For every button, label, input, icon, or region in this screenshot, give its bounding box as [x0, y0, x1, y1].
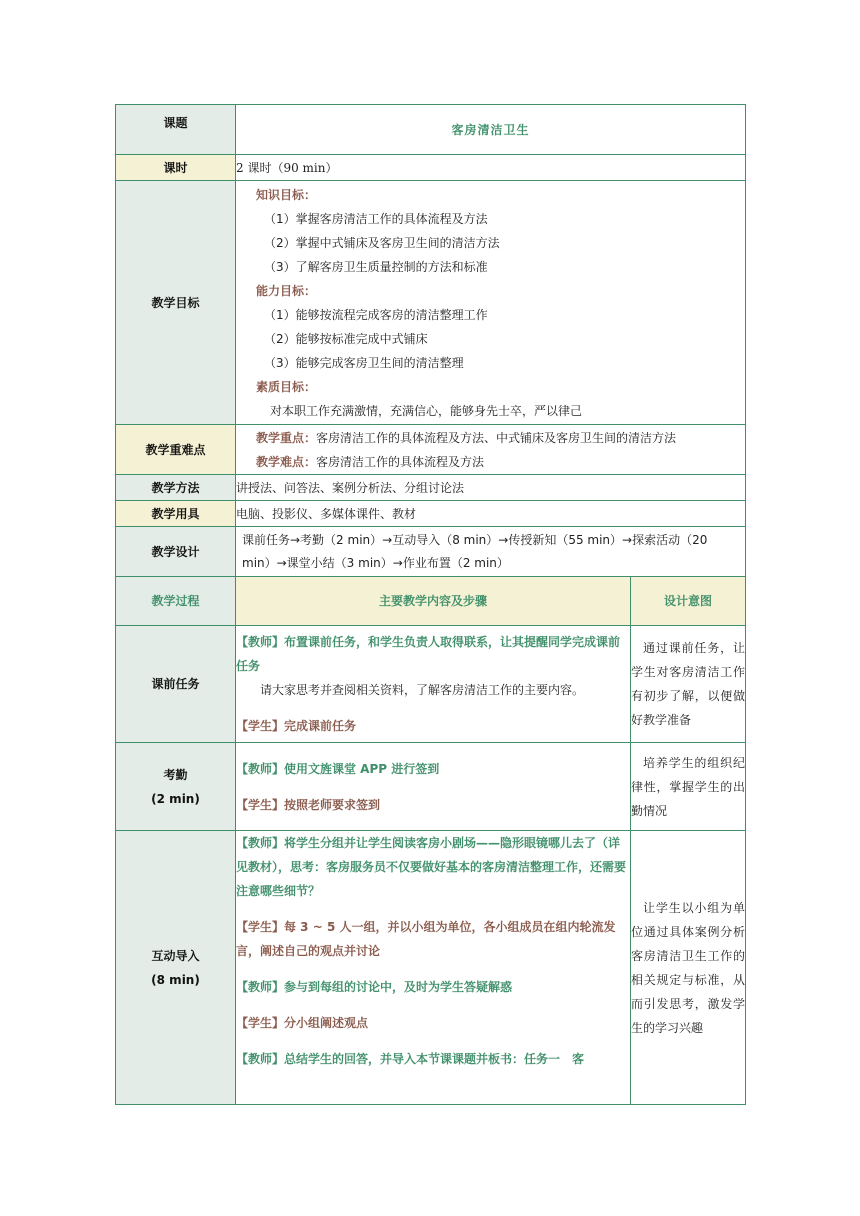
objectives-row	[116, 181, 746, 425]
stage-header: 教学过程	[116, 577, 236, 626]
stage-content	[236, 626, 631, 743]
stage-intent: 培养学生的组织纪律性，掌握学生的出勤情况	[631, 743, 746, 831]
stage-intent: 通过课前任务，让学生对客房清洁工作有初步了解，以便做好教学准备	[631, 626, 746, 743]
stage-label: 课前任务	[116, 626, 236, 743]
methods-label: 教学方法	[116, 475, 236, 501]
difficulty-tag: 教学难点：	[256, 454, 317, 469]
lesson-plan-table	[115, 104, 746, 1105]
stage-label	[116, 831, 236, 1105]
key-points-content	[236, 425, 746, 475]
stage-row-interactive-intro	[116, 831, 746, 1105]
student-step: 【学生】分小组阐述观点	[236, 1016, 369, 1030]
tools-value: 电脑、投影仪、多媒体课件、教材	[236, 501, 746, 527]
intent-header: 设计意图	[631, 577, 746, 626]
knowledge-title: 知识目标：	[256, 187, 317, 202]
content-header: 主要教学内容及步骤	[236, 577, 631, 626]
stage-name: 考勤	[163, 767, 188, 782]
ability-title: 能力目标：	[256, 283, 317, 298]
methods-row	[116, 475, 746, 501]
stage-time: (2 min)	[151, 791, 200, 806]
objectives-content	[236, 181, 746, 425]
student-step: 【学生】按照老师要求签到	[236, 797, 381, 812]
stage-content	[236, 743, 631, 831]
teacher-step: 【教师】将学生分组并让学生阅读客房小剧场——隐形眼镜哪儿去了（详见教材），思考：客房服务员不仅要做好基本的客房清洁整理工作，还需要注意哪些细节？	[236, 836, 627, 898]
student-step: 【学生】每 3 ~ 5 人一组，并以小组为单位，各小组成员在组内轮流发言，阐述自己的观点并讨论	[236, 920, 616, 958]
class-hours-row	[116, 155, 746, 181]
knowledge-item: （1）掌握客房清洁工作的具体流程及方法	[264, 211, 488, 226]
stage-row-attendance	[116, 743, 746, 831]
teacher-step: 【教师】布置课前任务，和学生负责人取得联系，让其提醒同学完成课前任务	[236, 635, 621, 673]
quality-text: 对本职工作充满激情，充满信心，能够身先士卒，严以律己	[270, 403, 583, 418]
ability-item: （2）能够按标准完成中式铺床	[264, 331, 428, 346]
lesson-title: 客房清洁卫生	[236, 105, 746, 155]
quality-title: 素质目标：	[256, 379, 317, 394]
knowledge-item: （3）了解客房卫生质量控制的方法和标准	[264, 259, 488, 274]
stage-name: 互动导入	[151, 948, 200, 963]
methods-value: 讲授法、问答法、案例分析法、分组讨论法	[236, 475, 746, 501]
key-points-row	[116, 425, 746, 475]
design-row	[116, 527, 746, 577]
key-tag: 教学重点：	[256, 430, 317, 445]
class-hours-label: 课时	[116, 155, 236, 181]
process-header-row	[116, 577, 746, 626]
tools-row	[116, 501, 746, 527]
stage-row-pre-class	[116, 626, 746, 743]
design-label: 教学设计	[116, 527, 236, 577]
stage-label	[116, 743, 236, 831]
design-value: 课前任务→考勤（2 min）→互动导入（8 min）→传授新知（55 min）→探索活动（20 min）→课堂小结（3 min）→作业布置（2 min）	[236, 527, 746, 577]
key-points-label: 教学重难点	[116, 425, 236, 475]
teacher-step: 【教师】使用文旌课堂 APP 进行签到	[236, 761, 440, 776]
key-text: 客房清洁工作的具体流程及方法、中式铺床及客房卫生间的清洁方法	[316, 430, 677, 445]
stage-time: (8 min)	[151, 972, 200, 987]
tools-label: 教学用具	[116, 501, 236, 527]
teacher-step: 【教师】总结学生的回答，并导入本节课课题并板书：任务一 客	[236, 1052, 585, 1066]
teacher-step: 【教师】参与到每组的讨论中，及时为学生答疑解惑	[236, 980, 513, 994]
title-row	[116, 105, 746, 155]
stage-intent: 让学生以小组为单位通过具体案例分析客房清洁卫生工作的相关规定与标准，从而引发思考，激发学生的学习兴趣	[631, 831, 746, 1105]
ability-item: （1）能够按流程完成客房的清洁整理工作	[264, 307, 488, 322]
title-label: 课题	[116, 105, 236, 155]
objectives-label: 教学目标	[116, 181, 236, 425]
student-step: 【学生】完成课前任务	[236, 719, 357, 733]
knowledge-item: （2）掌握中式铺床及客房卫生间的清洁方法	[264, 235, 500, 250]
ability-item: （3）能够完成客房卫生间的清洁整理	[264, 355, 464, 370]
class-hours-value: 2 课时（90 min）	[236, 155, 746, 181]
plain-step: 请大家思考并查阅相关资料，了解客房清洁工作的主要内容。	[260, 683, 585, 697]
stage-content	[236, 831, 631, 1105]
difficulty-text: 客房清洁工作的具体流程及方法	[316, 454, 485, 469]
